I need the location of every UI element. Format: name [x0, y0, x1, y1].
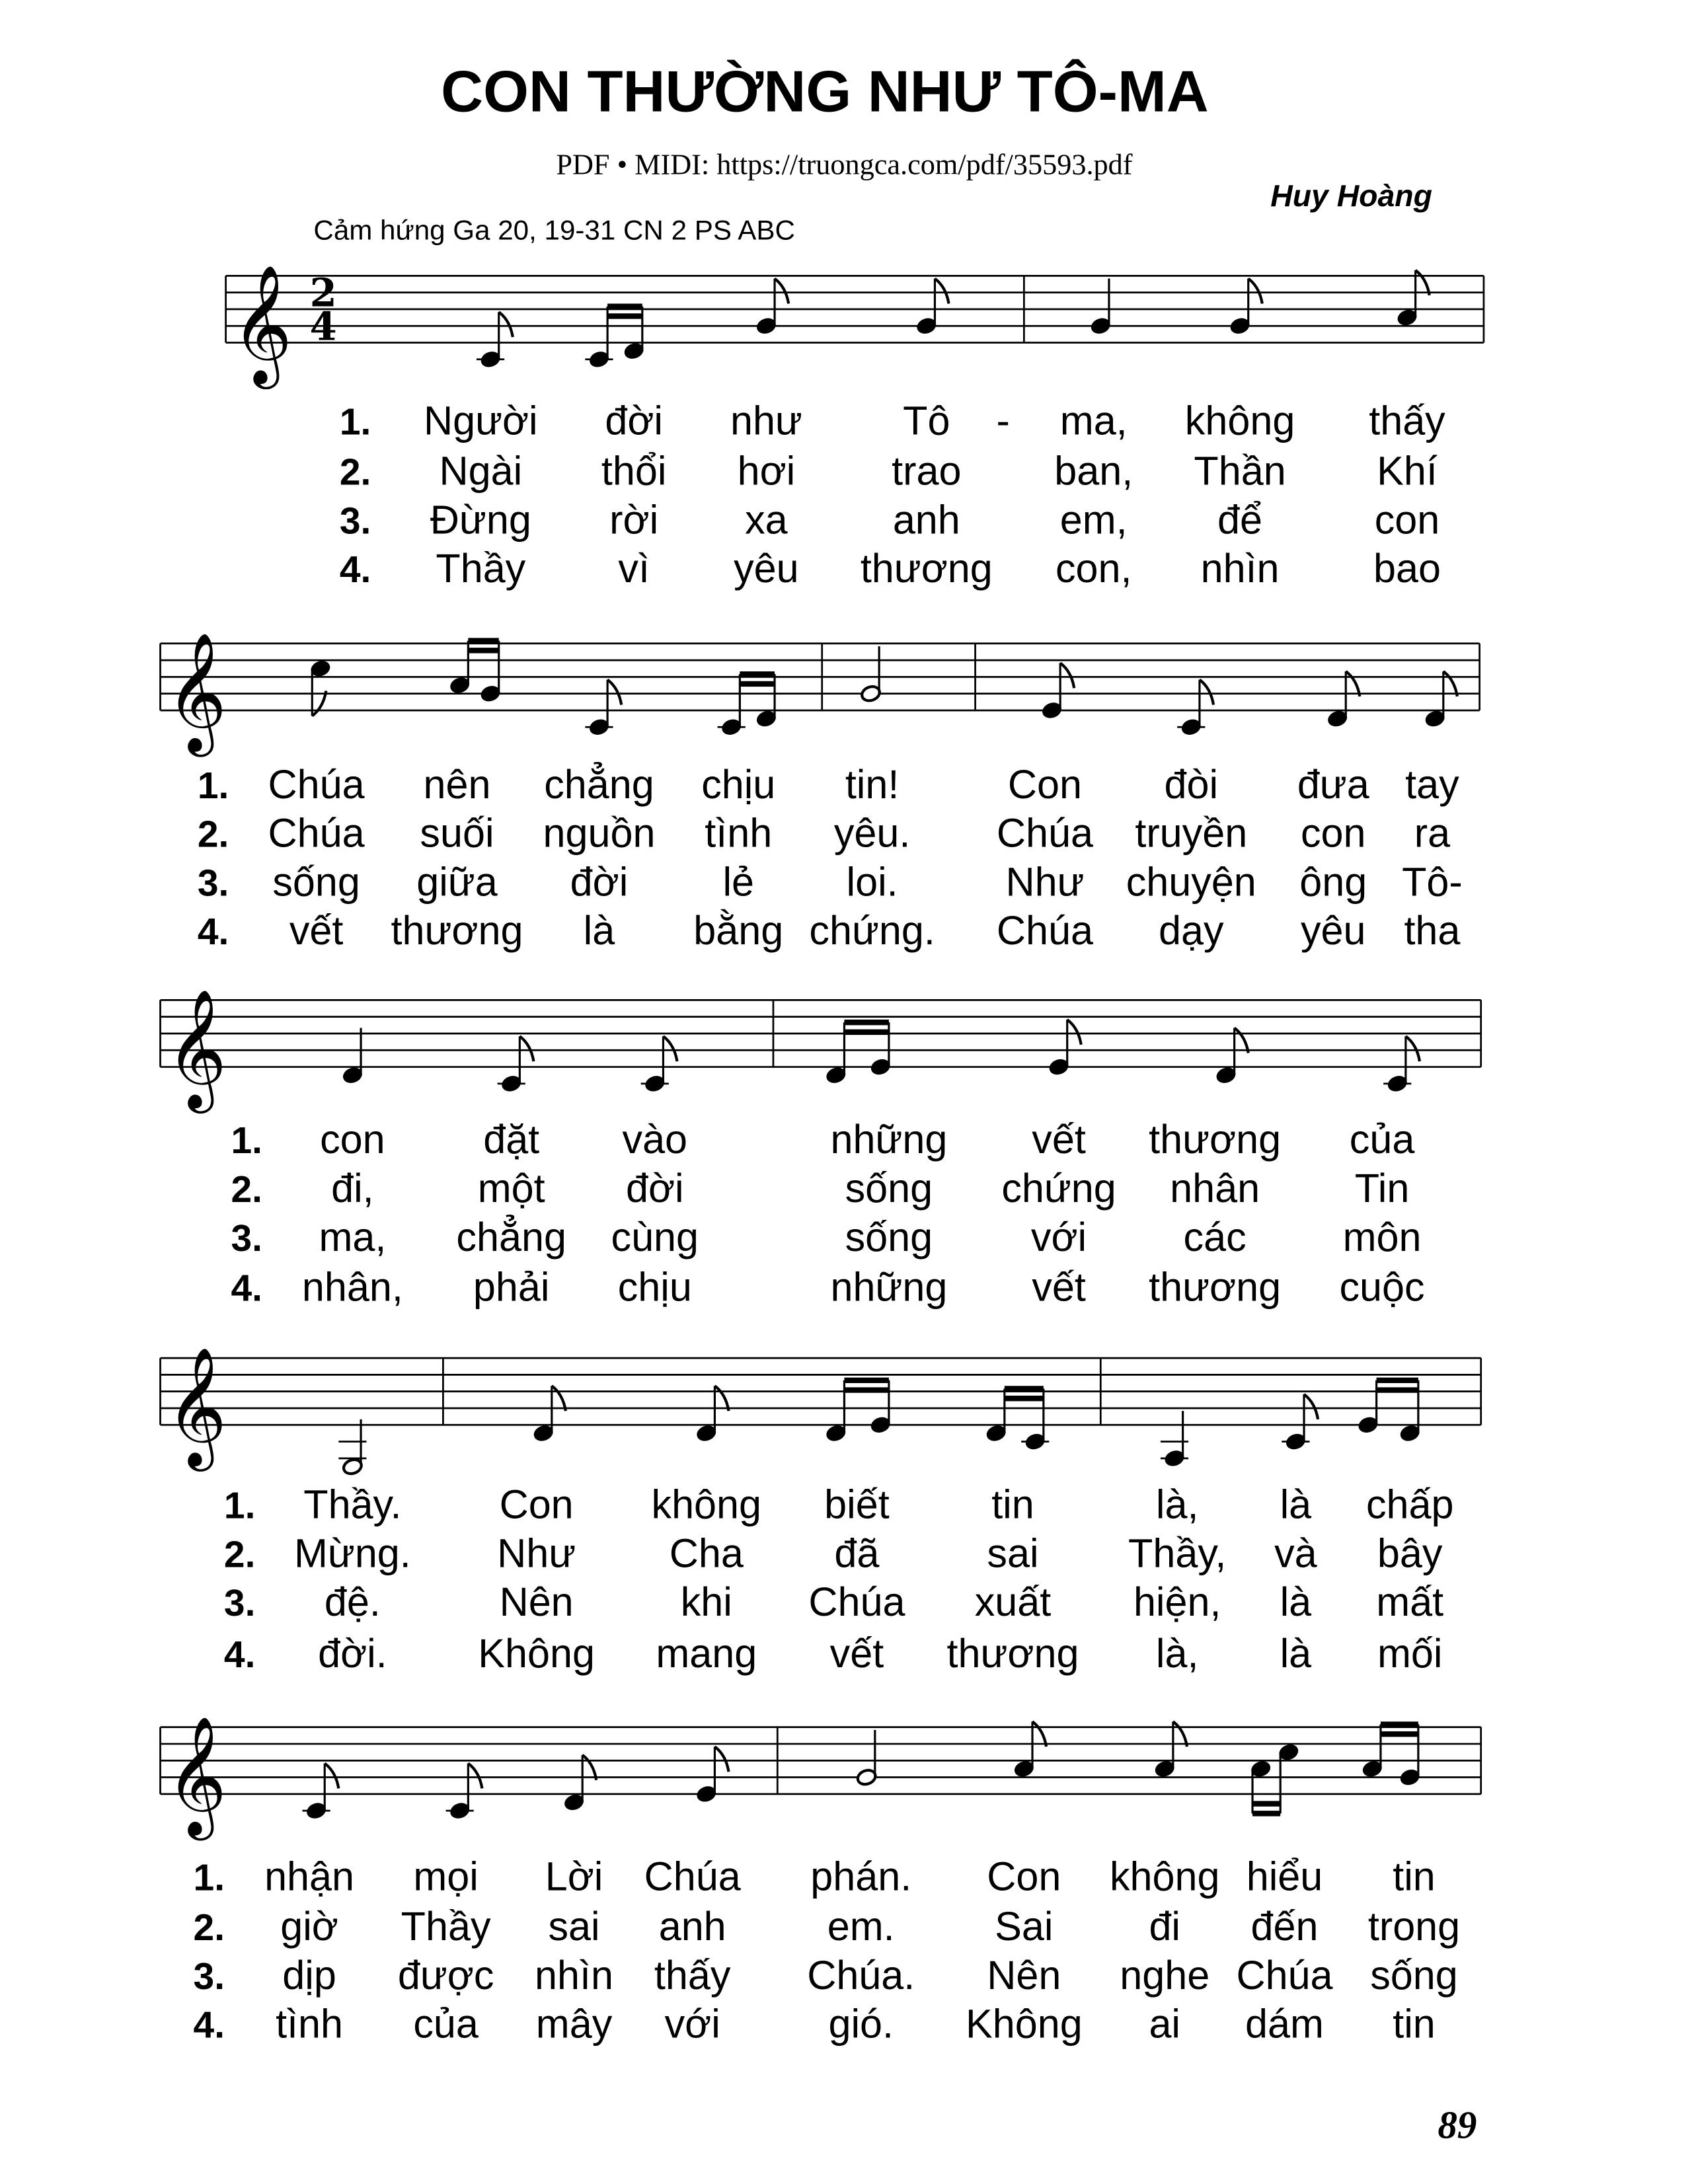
- note-flag: [775, 279, 788, 304]
- lyric-syllable: Không: [965, 2001, 1083, 2047]
- lyric-syllable: vào: [622, 1117, 688, 1162]
- lyric-syllable: Chúa.: [807, 1952, 915, 1998]
- verse-line: [340, 398, 1445, 443]
- verse-number: 4.: [231, 1267, 262, 1310]
- note-C4-8: [446, 1801, 474, 1820]
- lyric-syllable: thấy: [1369, 398, 1445, 443]
- lyric-syllable: những: [830, 1117, 948, 1162]
- lyric-syllable: ma,: [319, 1214, 387, 1260]
- lyric-syllable: mang: [656, 1631, 757, 1676]
- lyric-syllable: Tin: [1354, 1166, 1410, 1211]
- treble-clef-icon: 𝄞: [231, 263, 293, 384]
- lyric-syllable: Khí: [1377, 448, 1438, 494]
- note-C4-8: [585, 718, 613, 736]
- verse-line: [194, 1904, 1461, 1949]
- verse-line: [198, 908, 1461, 953]
- lyric-syllable: đòi: [1164, 761, 1219, 807]
- lyric-syllable: tin!: [845, 761, 900, 807]
- lyric-syllable: là: [1280, 1482, 1312, 1527]
- verse-number: 3.: [339, 500, 371, 543]
- lyric-syllable: Chúa: [996, 810, 1094, 856]
- lyric-syllable: sống: [1370, 1952, 1458, 1998]
- lyric-syllable: mất: [1376, 1579, 1444, 1625]
- lyric-syllable: đặt: [483, 1117, 540, 1162]
- lyric-syllable: không: [1184, 398, 1295, 443]
- note-C4-16: [1177, 718, 1205, 736]
- note-flag: [714, 1747, 728, 1772]
- lyric-syllable: ai: [1149, 2001, 1181, 2047]
- music-system: [161, 631, 1480, 953]
- music-system: [161, 1346, 1481, 1676]
- verse-number: 2.: [223, 1533, 256, 1576]
- lyric-syllable: thương: [1149, 1264, 1282, 1310]
- lyric-syllable: Nên: [987, 1952, 1061, 1998]
- lyric-syllable: rời: [609, 497, 659, 543]
- lyric-syllable: cùng: [611, 1214, 699, 1260]
- lyric-syllable: ông: [1299, 859, 1367, 905]
- lyric-syllable: chịu: [701, 761, 776, 807]
- verse-number: 1.: [231, 1119, 262, 1162]
- note-flag: [1060, 663, 1074, 688]
- lyric-syllable: dịp: [282, 1952, 336, 1998]
- lyric-syllable: nhìn: [535, 1952, 614, 1998]
- lyric-syllable: thổi: [601, 448, 667, 494]
- lyric-syllable: khi: [680, 1579, 732, 1625]
- lyric-syllable: như: [730, 398, 802, 443]
- lyric-syllable: mây: [535, 2001, 613, 2047]
- lyric-syllable: là: [1280, 1631, 1312, 1676]
- verse-number: 4.: [223, 1634, 256, 1676]
- lyric-syllable: Thầy: [401, 1904, 491, 1949]
- lyric-syllable: phán.: [810, 1854, 912, 1899]
- lyric-syllable: sống: [845, 1214, 933, 1260]
- verse-number: 1.: [339, 400, 371, 443]
- note-C4-16: [585, 350, 613, 369]
- lyric-syllable: nên: [423, 761, 491, 807]
- lyric-syllable: trao: [892, 448, 962, 494]
- verse-number: 1.: [197, 764, 229, 807]
- lyric-syllable: tha: [1404, 908, 1461, 954]
- lyric-syllable: truyền: [1135, 810, 1248, 856]
- music-system: [161, 1715, 1481, 2047]
- song-title: CON THƯỜNG NHƯ TÔ-MA: [441, 58, 1209, 124]
- verse-line: [198, 859, 1463, 904]
- verse-line: [340, 546, 1441, 591]
- lyric-syllable: đời.: [318, 1631, 387, 1676]
- verse-line: [198, 762, 1459, 807]
- lyric-syllable: đến: [1250, 1904, 1319, 1949]
- lyric-syllable: Tô-: [1402, 859, 1463, 905]
- lyric-syllable: Không: [478, 1631, 595, 1676]
- music-system: [161, 988, 1481, 1310]
- lyric-syllable: vết: [289, 908, 344, 954]
- lyric-syllable: Đừng: [430, 497, 531, 543]
- lyric-syllable: vết: [829, 1631, 884, 1676]
- lyric-syllable: Sai: [995, 1904, 1054, 1949]
- lyric-syllable: Chúa: [996, 908, 1094, 954]
- lyric-syllable: chịu: [617, 1264, 692, 1310]
- lyric-syllable: hiện,: [1133, 1579, 1221, 1625]
- lyric-syllable: yêu.: [833, 810, 911, 856]
- lyric-syllable: -: [996, 398, 1010, 443]
- lyric-syllable: con: [320, 1117, 385, 1162]
- lyric-syllable: ma,: [1059, 398, 1128, 443]
- lyric-syllable: một: [477, 1166, 545, 1211]
- note-flag: [1304, 1394, 1318, 1419]
- treble-clef-icon: 𝄞: [165, 1345, 227, 1466]
- lyric-syllable: Chúa: [268, 810, 365, 856]
- verse-number: 3.: [193, 1955, 225, 1998]
- lyric-syllable: anh: [658, 1904, 726, 1949]
- lyric-syllable: yêu: [734, 546, 799, 591]
- verse-number: 2.: [231, 1168, 262, 1211]
- lyric-syllable: sống: [845, 1166, 933, 1211]
- lyric-syllable: các: [1183, 1214, 1247, 1260]
- lyric-syllable: thương: [946, 1631, 1079, 1676]
- verse-number: 3.: [197, 862, 229, 905]
- lyric-syllable: thấy: [654, 1952, 731, 1998]
- lyric-syllable: sai: [987, 1530, 1039, 1576]
- lyric-syllable: đưa: [1297, 761, 1369, 807]
- lyric-syllable: tình: [276, 2001, 344, 2047]
- lyric-syllable: Chúa: [644, 1854, 741, 1899]
- treble-clef-icon: 𝄞: [165, 987, 227, 1108]
- lyric-syllable: Mừng.: [294, 1530, 411, 1576]
- lyric-syllable: giờ: [280, 1904, 338, 1949]
- lyric-syllable: Chúa: [268, 761, 365, 807]
- verse-number: 1.: [193, 1856, 225, 1899]
- page-number: 89: [1438, 2103, 1477, 2147]
- lyric-syllable: là: [583, 908, 615, 954]
- lyric-syllable: con: [1374, 497, 1440, 543]
- lyric-syllable: biết: [824, 1482, 890, 1527]
- lyric-syllable: hiểu: [1246, 1854, 1323, 1899]
- lyric-syllable: Thầy.: [303, 1482, 402, 1527]
- lyric-syllable: là,: [1155, 1482, 1199, 1527]
- note-flag: [935, 279, 948, 304]
- note-flag: [1067, 1020, 1081, 1045]
- lyric-syllable: không: [651, 1482, 762, 1527]
- lyric-syllable: tin: [1393, 1854, 1436, 1899]
- lyric-syllable: tay: [1405, 761, 1459, 807]
- lyric-syllable: với: [664, 2001, 720, 2047]
- lyric-syllable: chứng.: [809, 908, 935, 954]
- verse-line: [231, 1117, 1414, 1162]
- lyric-syllable: Chúa: [1236, 1952, 1333, 1998]
- lyric-syllable: loi.: [846, 859, 898, 905]
- lyric-syllable: ra: [1414, 810, 1451, 856]
- verse-number: 3.: [231, 1217, 262, 1260]
- note-flag: [468, 1763, 482, 1788]
- lyric-syllable: phải: [473, 1264, 550, 1310]
- lyric-syllable: Chúa: [808, 1579, 905, 1625]
- lyric-syllable: chẳng: [456, 1214, 566, 1260]
- verse-line: [224, 1579, 1443, 1624]
- lyric-syllable: đi: [1149, 1904, 1181, 1949]
- note-C4-8: [498, 1074, 525, 1093]
- lyric-syllable: mối: [1377, 1631, 1443, 1676]
- lyric-syllable: xuất: [974, 1579, 1052, 1625]
- lyric-syllable: gió.: [828, 2001, 894, 2047]
- verse-line: [194, 2002, 1436, 2047]
- lyric-syllable: Lời: [545, 1854, 603, 1899]
- note-C4-8: [477, 350, 504, 369]
- lyric-syllable: đi,: [331, 1166, 374, 1211]
- note-C4-8: [1383, 1074, 1411, 1093]
- note-flag: [552, 1386, 566, 1411]
- verse-number: 2.: [339, 451, 371, 494]
- lyric-syllable: được: [397, 1952, 494, 1998]
- lyric-syllable: vết: [1032, 1264, 1086, 1310]
- note-C4-16: [718, 718, 746, 736]
- note-C4-8: [303, 1801, 330, 1820]
- lyric-syllable: của: [413, 2001, 479, 2047]
- lyric-syllable: của: [1349, 1117, 1415, 1162]
- note-flag: [325, 1763, 338, 1788]
- note-flag: [312, 691, 326, 716]
- lyric-syllable: Thầy,: [1128, 1530, 1227, 1576]
- lyric-syllable: em,: [1059, 497, 1128, 543]
- lyric-syllable: Thần: [1194, 448, 1286, 494]
- lyric-syllable: giữa: [416, 859, 498, 905]
- verse-line: [224, 1530, 1443, 1575]
- verse-line: [340, 497, 1440, 542]
- lyric-syllable: vì: [618, 546, 650, 591]
- lyric-syllable: thương: [1149, 1117, 1282, 1162]
- lyric-syllable: bao: [1373, 546, 1441, 591]
- lyric-syllable: dám: [1245, 2001, 1324, 2047]
- note-flag: [714, 1386, 728, 1411]
- lyric-syllable: để: [1217, 497, 1263, 543]
- lyric-syllable: sống: [272, 859, 360, 905]
- treble-clef-icon: 𝄞: [165, 1715, 227, 1836]
- lyric-syllable: tình: [705, 810, 773, 856]
- lyric-syllable: là,: [1155, 1631, 1199, 1676]
- lyric-syllable: nhận: [264, 1854, 355, 1899]
- lyric-syllable: con: [1301, 810, 1366, 856]
- lyric-syllable: hơi: [737, 448, 796, 494]
- source-link[interactable]: PDF • MIDI: https://truongca.com/pdf/35593.pdf: [556, 148, 1133, 181]
- lyric-syllable: nhân,: [301, 1264, 403, 1310]
- lyric-syllable: là: [1280, 1579, 1312, 1625]
- lyric-syllable: không: [1109, 1854, 1220, 1899]
- note-flag: [1032, 1721, 1046, 1747]
- lyric-syllable: chấp: [1365, 1482, 1454, 1527]
- lyric-syllable: nhân: [1170, 1166, 1260, 1211]
- lyric-syllable: chứng: [1001, 1166, 1116, 1211]
- verse-line: [194, 1854, 1436, 1899]
- lyric-syllable: Con: [499, 1482, 574, 1527]
- lyric-syllable: suối: [420, 810, 494, 856]
- verse-number: 4.: [197, 911, 229, 954]
- lyric-syllable: Tô: [903, 398, 950, 443]
- composer-name: Huy Hoàng: [1270, 178, 1432, 213]
- verse-line: [231, 1265, 1424, 1310]
- lyric-syllable: Con: [987, 1854, 1061, 1899]
- music-system: [226, 264, 1484, 591]
- lyric-syllable: nghe: [1120, 1952, 1210, 1998]
- lyric-syllable: sai: [548, 1904, 600, 1949]
- lyric-syllable: tin: [1393, 2001, 1436, 2047]
- note-C4-16: [1021, 1432, 1049, 1450]
- verse-number: 4.: [193, 2004, 225, 2047]
- lyric-syllable: đời: [625, 1166, 684, 1211]
- lyric-syllable: thương: [391, 908, 523, 954]
- note-C4-8: [641, 1074, 669, 1093]
- lyric-syllable: yêu: [1301, 908, 1366, 954]
- verse-line: [224, 1631, 1443, 1676]
- lyric-syllable: Như: [1005, 859, 1085, 905]
- note-flag: [1235, 1028, 1248, 1053]
- lyric-syllable: trong: [1367, 1904, 1461, 1949]
- lyric-syllable: nhìn: [1200, 546, 1280, 591]
- lyric-syllable: chẳng: [544, 761, 654, 807]
- note-flag: [1248, 279, 1262, 304]
- lyric-syllable: với: [1030, 1214, 1087, 1260]
- verse-number: 2.: [197, 813, 229, 856]
- lyric-syllable: tin: [991, 1482, 1034, 1527]
- note-flag: [1406, 1036, 1420, 1061]
- verse-line: [231, 1166, 1409, 1211]
- lyric-syllable: đệ.: [324, 1579, 381, 1625]
- verse-number: 4.: [339, 548, 371, 591]
- lyric-syllable: ban,: [1054, 448, 1133, 494]
- note-flag: [1346, 671, 1360, 697]
- lyric-syllable: vết: [1032, 1117, 1086, 1162]
- note-flag: [1173, 1721, 1187, 1747]
- lyric-syllable: môn: [1342, 1214, 1422, 1260]
- lyric-syllable: bằng: [693, 908, 784, 954]
- note-flag: [1416, 270, 1430, 295]
- lyric-syllable: chuyện: [1126, 859, 1256, 905]
- note-flag: [582, 1755, 596, 1780]
- lyric-syllable: thương: [860, 546, 993, 591]
- time-signature-bottom: 4: [309, 303, 337, 350]
- note-flag: [519, 1036, 533, 1061]
- note-flag: [1200, 680, 1213, 705]
- lyric-syllable: Người: [423, 398, 538, 443]
- lyric-syllable: và: [1274, 1530, 1317, 1576]
- lyric-syllable: Cha: [669, 1530, 744, 1576]
- inspiration-note: Cảm hứng Ga 20, 19-31 CN 2 PS ABC: [313, 214, 795, 246]
- lyric-syllable: con,: [1055, 546, 1132, 591]
- lyric-syllable: đã: [834, 1530, 880, 1576]
- lyric-syllable: nguồn: [543, 810, 656, 856]
- lyric-syllable: dạy: [1159, 908, 1224, 954]
- verse-number: 2.: [193, 1906, 225, 1949]
- lyric-syllable: bây: [1377, 1530, 1443, 1576]
- lyric-syllable: lẻ: [722, 859, 755, 905]
- note-G3-2: [338, 1442, 366, 1476]
- lyric-syllable: mọi: [413, 1854, 479, 1899]
- note-C4-8: [1282, 1432, 1309, 1450]
- time-signature-top: 2: [309, 270, 337, 316]
- verse-line: [198, 811, 1450, 856]
- lyric-syllable: cuộc: [1339, 1264, 1425, 1310]
- treble-clef-icon: 𝄞: [165, 631, 227, 752]
- verse-line: [340, 449, 1438, 494]
- verse-line: [224, 1482, 1454, 1526]
- lyric-syllable: xa: [745, 497, 788, 543]
- lyric-syllable: Như: [497, 1530, 576, 1576]
- verse-line: [194, 1953, 1458, 1998]
- lyric-syllable: Thầy: [436, 546, 526, 591]
- lyric-syllable: những: [830, 1264, 948, 1310]
- lyric-syllable: Nên: [499, 1579, 574, 1625]
- note-flag: [1443, 671, 1457, 697]
- note-flag: [663, 1036, 677, 1061]
- lyric-syllable: Ngài: [439, 448, 523, 494]
- lyric-syllable: em.: [827, 1904, 895, 1949]
- verse-number: 1.: [223, 1484, 256, 1527]
- verse-line: [231, 1215, 1421, 1260]
- lyric-syllable: Con: [1007, 761, 1083, 807]
- note-flag: [607, 680, 621, 705]
- verse-number: 3.: [223, 1582, 256, 1625]
- lyric-syllable: anh: [892, 497, 960, 543]
- lyric-syllable: đời: [605, 398, 663, 443]
- lyric-syllable: đời: [570, 859, 629, 905]
- note-flag: [499, 312, 513, 337]
- note-A3-4: [1161, 1442, 1188, 1468]
